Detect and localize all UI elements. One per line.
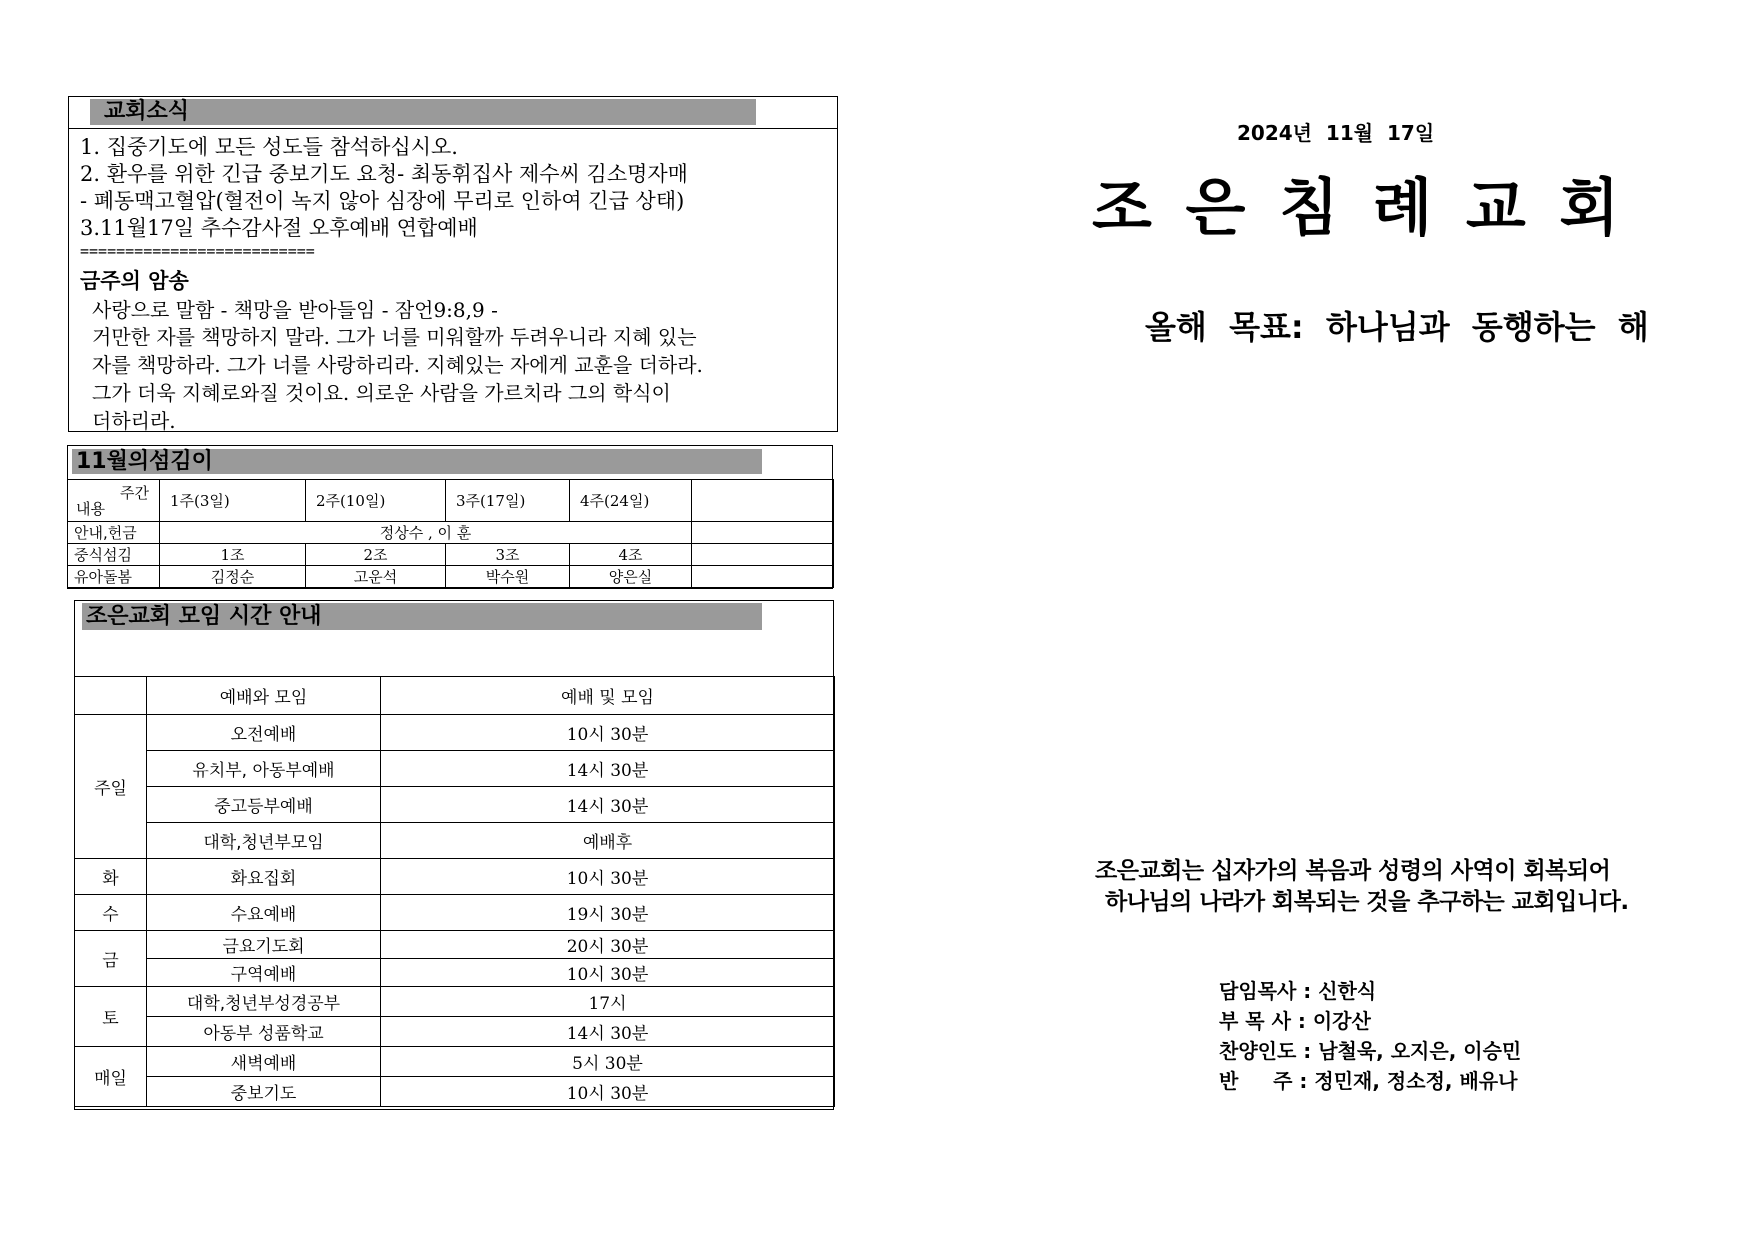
- duty-lunch-w1: 1조: [160, 544, 306, 566]
- schedule-row: [75, 931, 835, 959]
- schedule-day: 토: [75, 987, 147, 1047]
- staff-name: 신한식: [1318, 979, 1377, 1003]
- schedule-row: [75, 787, 835, 823]
- schedule-col-worship: 예배와 모임: [147, 677, 381, 715]
- staff-list: [1219, 975, 1521, 1095]
- memory-verse-title: 금주의 암송: [80, 269, 189, 293]
- memory-verse-line-2: 거만한 자를 책망하지 말라. 그가 너를 미워할까 두려우니라 지혜 있는: [92, 325, 697, 349]
- schedule-title: 조은교회 모임 시간 안내: [82, 603, 762, 630]
- schedule-meeting-time: 10시 30분: [381, 1077, 835, 1107]
- duty-week-5: [692, 480, 834, 522]
- news-header-divider: [68, 128, 838, 129]
- duty-nursery-w3: 박수원: [446, 566, 570, 588]
- staff-name: 정민재, 정소정, 배유나: [1314, 1069, 1518, 1093]
- schedule-row: [75, 715, 835, 751]
- church-vision-line-1: 조은교회는 십자가의 복음과 성령의 사역이 회복되어: [1095, 858, 1611, 884]
- schedule-meeting-time: 예배후: [381, 823, 835, 859]
- duty-title: 11월의섬김이: [72, 449, 762, 474]
- schedule-meeting-name: 화요집회: [147, 859, 381, 895]
- duty-row-label-usher: 안내,헌금: [68, 522, 160, 544]
- staff-role: 찬양인도: [1219, 1039, 1297, 1063]
- duty-corner-week: 주간: [120, 484, 149, 502]
- news-divider: ==========================: [80, 242, 315, 260]
- schedule-day: 주일: [75, 715, 147, 859]
- duty-week-4: 4주(24일): [570, 480, 692, 522]
- duty-week-2: 2주(10일): [306, 480, 446, 522]
- schedule-row: [75, 987, 835, 1017]
- schedule-meeting-name: 대학,청년부모임: [147, 823, 381, 859]
- duty-corner-cell: [68, 480, 160, 522]
- staff-row-associate-pastor: 부 목 사 : 이강산: [1219, 1009, 1371, 1033]
- schedule-meeting-time: 5시 30분: [381, 1047, 835, 1077]
- schedule-day: 매일: [75, 1047, 147, 1107]
- news-title: 교회소식: [90, 99, 756, 125]
- memory-verse-line-5: 더하리라.: [92, 409, 176, 433]
- schedule-row: [75, 895, 835, 931]
- schedule-meeting-name: 구역예배: [147, 959, 381, 987]
- schedule-row: [75, 859, 835, 895]
- duty-usher-extra: [692, 522, 834, 544]
- staff-name: 남철욱, 오지은, 이승민: [1318, 1039, 1522, 1063]
- schedule-day: 수: [75, 895, 147, 931]
- duty-lunch-w5: [692, 544, 834, 566]
- staff-role: 반 주: [1219, 1069, 1293, 1093]
- schedule-row: [75, 1017, 835, 1047]
- schedule-meeting-name: 오전예배: [147, 715, 381, 751]
- schedule-meeting-time: 19시 30분: [381, 895, 835, 931]
- schedule-corner: [75, 677, 147, 715]
- staff-role: 담임목사: [1219, 979, 1297, 1003]
- bulletin-date: 2024년 11월 17일: [1237, 121, 1435, 145]
- duty-row-label-nursery: 유아돌봄: [68, 566, 160, 588]
- staff-row-senior-pastor: 담임목사 : 신한식: [1219, 979, 1377, 1003]
- schedule-meeting-name: 아동부 성품학교: [147, 1017, 381, 1047]
- duty-lunch-w3: 3조: [446, 544, 570, 566]
- memory-verse-line-3: 자를 책망하라. 그가 너를 사랑하리라. 지혜있는 자에게 교훈을 더하라.: [92, 353, 703, 377]
- schedule-row: [75, 1077, 835, 1107]
- duty-nursery-w1: 김정순: [160, 566, 306, 588]
- schedule-row: [75, 959, 835, 987]
- memory-verse-line-4: 그가 더욱 지혜로와질 것이요. 의로운 사람을 가르치라 그의 학식이: [92, 381, 671, 405]
- schedule-row: [75, 823, 835, 859]
- duty-week-3: 3주(17일): [446, 480, 570, 522]
- schedule-meeting-name: 대학,청년부성경공부: [147, 987, 381, 1017]
- news-item-2-detail: - 폐동맥고혈압(혈전이 녹지 않아 심장에 무리로 인하여 긴급 상태): [80, 189, 685, 213]
- schedule-meeting-name: 중보기도: [147, 1077, 381, 1107]
- duty-week-1: 1주(3일): [160, 480, 306, 522]
- duty-table: [67, 479, 834, 588]
- schedule-col-time: 예배 및 모임: [381, 677, 835, 715]
- staff-row-accompanists: 반 주 : 정민재, 정소정, 배유나: [1219, 1069, 1518, 1093]
- news-item-2: 2. 환우를 위한 긴급 중보기도 요청- 최동휘집사 제수씨 김소명자매: [80, 162, 688, 186]
- duty-usher-names: 정상수 , 이 훈: [160, 522, 692, 544]
- schedule-meeting-name: 중고등부예배: [147, 787, 381, 823]
- schedule-row: [75, 751, 835, 787]
- schedule-meeting-name: 새벽예배: [147, 1047, 381, 1077]
- staff-name: 이강산: [1312, 1009, 1371, 1033]
- schedule-meeting-time: 14시 30분: [381, 751, 835, 787]
- church-name: 조 은 침 례 교 회: [1092, 171, 1626, 244]
- schedule-meeting-time: 10시 30분: [381, 715, 835, 751]
- duty-lunch-w2: 2조: [306, 544, 446, 566]
- staff-row-worship-leaders: 찬양인도 : 남철욱, 오지은, 이승민: [1219, 1039, 1522, 1063]
- schedule-meeting-time: 17시: [381, 987, 835, 1017]
- duty-lunch-w4: 4조: [570, 544, 692, 566]
- duty-nursery-w4: 양은실: [570, 566, 692, 588]
- schedule-meeting-time: 14시 30분: [381, 787, 835, 823]
- yearly-goal: 올해 목표: 하나님과 동행하는 해: [1145, 308, 1649, 346]
- schedule-day: 화: [75, 859, 147, 895]
- schedule-meeting-time: 10시 30분: [381, 959, 835, 987]
- duty-nursery-w2: 고운석: [306, 566, 446, 588]
- schedule-row: [75, 1047, 835, 1077]
- duty-nursery-w5: [692, 566, 834, 588]
- schedule-meeting-time: 20시 30분: [381, 931, 835, 959]
- schedule-meeting-name: 수요예배: [147, 895, 381, 931]
- staff-role: 부 목 사: [1219, 1009, 1291, 1033]
- schedule-meeting-time: 14시 30분: [381, 1017, 835, 1047]
- memory-verse-line-1: 사랑으로 말함 - 책망을 받아들임 - 잠언9:8,9 -: [92, 298, 498, 322]
- news-item-3: 3.11월17일 추수감사절 오후예배 연합예배: [80, 216, 478, 240]
- schedule-meeting-time: 10시 30분: [381, 859, 835, 895]
- schedule-meeting-name: 유치부, 아동부예배: [147, 751, 381, 787]
- church-vision-line-2: 하나님의 나라가 회복되는 것을 추구하는 교회입니다.: [1105, 889, 1629, 915]
- schedule-meeting-name: 금요기도회: [147, 931, 381, 959]
- duty-row-label-lunch: 중식섬김: [68, 544, 160, 566]
- schedule-day: 금: [75, 931, 147, 987]
- duty-corner-content: 내용: [76, 500, 105, 518]
- news-item-1: 1. 집중기도에 모든 성도들 참석하십시오.: [80, 135, 458, 159]
- schedule-table: [74, 676, 835, 1107]
